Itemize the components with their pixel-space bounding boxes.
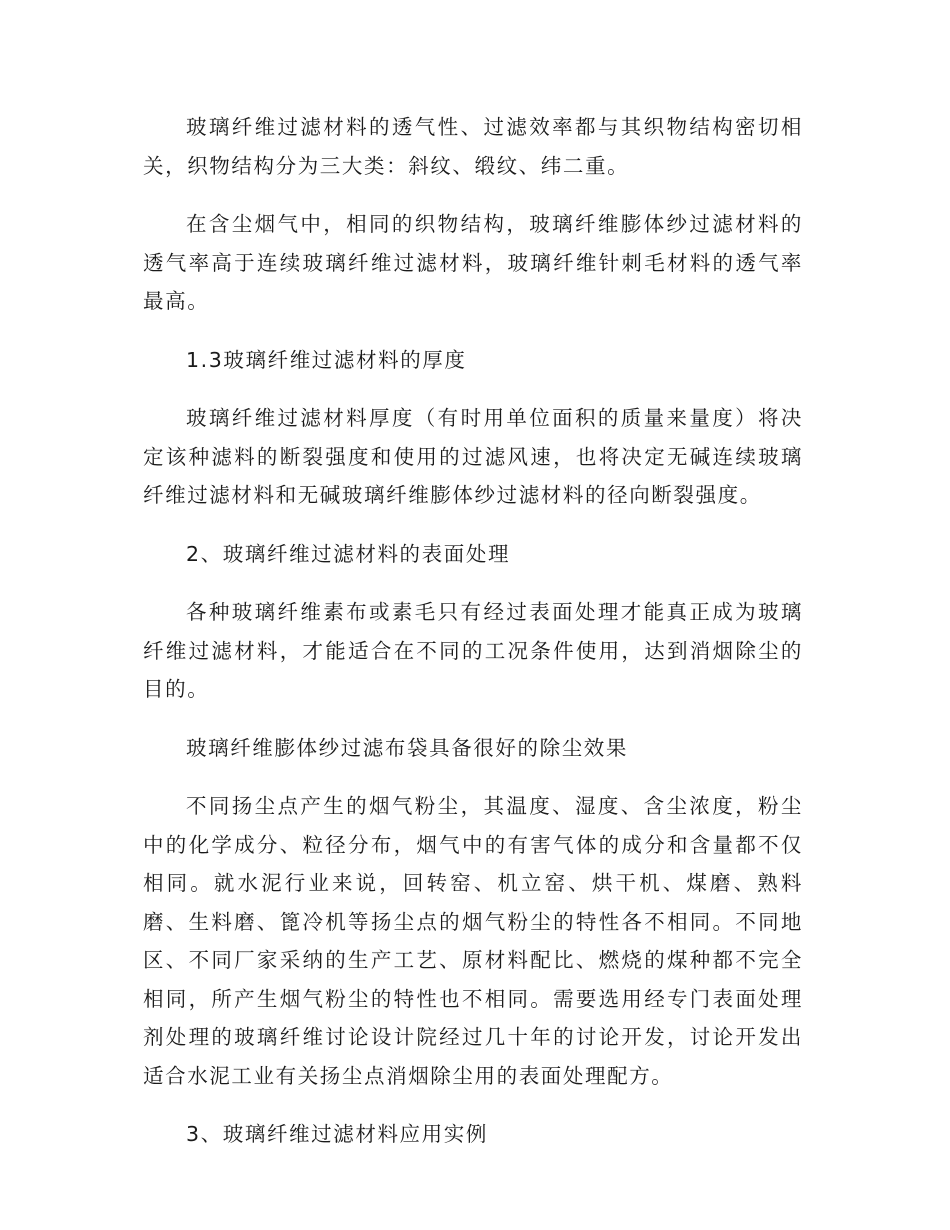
- section-heading-surface-treatment: 2、玻璃纤维过滤材料的表面处理: [186, 541, 511, 566]
- section-heading-thickness: 1.3玻璃纤维过滤材料的厚度: [186, 347, 467, 372]
- section-heading-application: 3、玻璃纤维过滤材料应用实例: [186, 1122, 488, 1146]
- paragraph-structure: 玻璃纤维过滤材料的透气性、过滤效率都与其织物结构密切相关，织物结构分为三大类：斜纹、缎纹、纬二重。: [143, 115, 803, 178]
- paragraph-permeability: 在含尘烟气中，相同的织物结构，玻璃纤维膨体纱过滤材料的透气率高于连续玻璃纤维过滤材料，玻璃纤维针刺毛材料的透气率最高。: [143, 212, 803, 313]
- paragraph-dust-characteristics: 不同扬尘点产生的烟气粉尘，其温度、湿度、含尘浓度，粉尘中的化学成分、粒径分布，烟气中的有害气体的成分和含量都不仅相同。就水泥行业来说，回转窑、机立窑、烘干机、煤磨、熟料磨、生料磨、篦冷机等扬尘点的烟气粉尘的特性各不相同。不同地区、不同厂家采纳的生产工艺、原材料配比、燃烧的煤种都不完全相同，所产生烟气粉尘的特性也不相同。需要选用经专门表面处理剂处理的玻璃纤维讨论设计院经过几十年的讨论开发，讨论开发出适合水泥工业有关扬尘点消烟除尘用的表面处理配方。: [143, 794, 803, 1088]
- document-body: [143, 108, 803, 1174]
- paragraph-surface-treatment: 各种玻璃纤维素布或素毛只有经过表面处理才能真正成为玻璃纤维过滤材料，才能适合在不同的工况条件使用，达到消烟除尘的目的。: [143, 600, 803, 701]
- paragraph-thickness: 玻璃纤维过滤材料厚度（有时用单位面积的质量来量度）将决定该种滤料的断裂强度和使用的过滤风速，也将决定无碱连续玻璃纤维过滤材料和无碱玻璃纤维膨体纱过滤材料的径向断裂强度。: [143, 406, 803, 507]
- subheading-filter-bag: 玻璃纤维膨体纱过滤布袋具备很好的除尘效果: [186, 735, 628, 760]
